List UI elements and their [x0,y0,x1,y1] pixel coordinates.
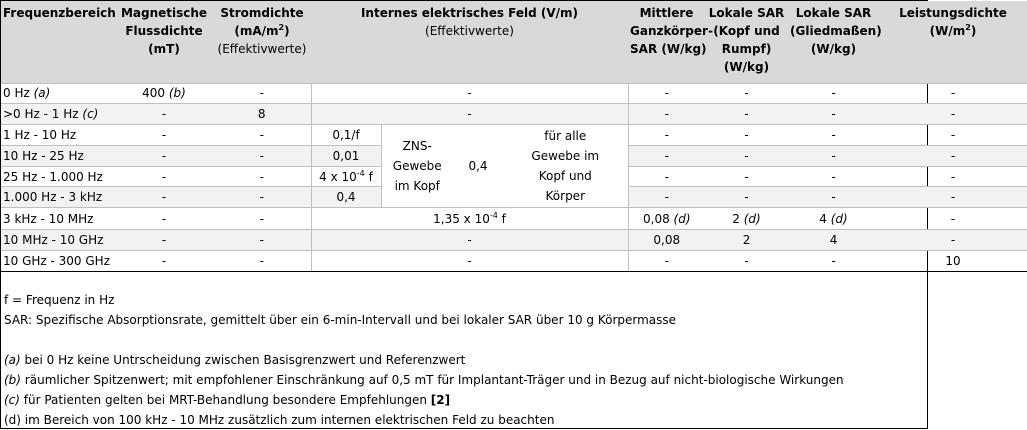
cur-cell: 8 [213,104,311,125]
table-row [1,125,1027,146]
sar-limb-cell: - [788,251,879,272]
power-cell: - [879,125,1027,146]
sar-head-cell: - [705,166,788,187]
sar-head-cell: 2 (d) [705,208,788,230]
freq-cell: 1.000 Hz - 3 kHz [1,187,115,208]
field-cell: 0,4 [311,187,381,208]
header-magnetic: Magnetische Flussdichte (mT) [115,1,213,83]
freq-cell: 25 Hz - 1.000 Hz [1,166,115,187]
header-current-density: Stromdichte $(mA/m^2)$ (Effektivwerte) [213,1,311,83]
header-frequency: Frequenzbereich [1,1,115,83]
sar-body-cell: - [628,145,705,166]
sar-head-cell: - [705,145,788,166]
power-cell: 10 [879,251,1027,272]
sar-head-cell: - [705,125,788,146]
header-internal-field: Internes elektrisches Feld (V/m) (Effektivwerte) [311,1,628,83]
power-cell: - [879,145,1027,166]
note-a: (a) bei 0 Hz keine Untrscheidung zwischen Basisgrenzwert und Referenzwert [4,353,466,367]
note-d: (d) im Bereich von 100 kHz - 10 MHz zusätzlich zum internen elektrischen Feld zu beachten [4,413,555,427]
sar-head-cell: - [705,187,788,208]
cur-cell: - [213,125,311,146]
sar-limb-cell: - [788,145,879,166]
mag-cell: 400 (b) [115,83,213,104]
note-c: (c) für Patienten gelten bei MRT-Behandlung besondere Empfehlungen [2] [4,393,451,407]
power-cell: - [879,83,1027,104]
table-row [1,83,1027,104]
mag-cell: - [115,125,213,146]
sar-limb-cell: 4 (d) [788,208,879,230]
freq-cell: 10 GHz - 300 GHz [1,251,115,272]
mag-cell: - [115,251,213,272]
header-row [1,1,1027,83]
mag-cell: - [115,166,213,187]
sar-body-cell: - [628,104,705,125]
sar-body-cell: - [628,166,705,187]
header-sar-head: Lokale SAR (Kopf und Rumpf) (W/kg) [705,1,788,83]
cur-cell: - [213,187,311,208]
field-cell: - [311,230,628,251]
header-power-density: Leistungsdichte $(W/m^2)$ [879,1,1027,83]
cur-cell: - [213,145,311,166]
table-row [1,230,1027,251]
all-tissue-cell: für alle Gewebe im Kopf und Körper [503,125,628,208]
limits-table [1,1,1027,272]
cur-cell: - [213,230,311,251]
field-cell: 1,35 x $10^{-4}$ f [311,208,628,230]
note-frequency-definition: f = Frequenz in Hz [4,293,115,307]
sar-body-cell: - [628,125,705,146]
freq-cell: 10 MHz - 10 GHz [1,230,115,251]
sar-limb-cell: - [788,83,879,104]
cur-cell: - [213,251,311,272]
sar-head-cell: - [705,251,788,272]
power-cell: - [879,104,1027,125]
freq-cell: 3 kHz - 10 MHz [1,208,115,230]
field-cell: - [311,104,628,125]
cur-cell: - [213,208,311,230]
sar-limb-cell: - [788,166,879,187]
zns-tissue-cell: ZNS- Gewebe im Kopf [381,125,453,208]
cur-cell: - [213,83,311,104]
power-cell: - [879,166,1027,187]
power-cell: - [879,187,1027,208]
header-sar-body: Mittlere Ganzkörper- SAR (W/kg) [628,1,705,83]
note-spacer [4,330,924,350]
sar-head-cell: 2 [705,230,788,251]
footnotes [4,290,924,430]
sar-limb-cell: - [788,125,879,146]
sar-limb-cell: - [788,104,879,125]
freq-cell: 10 Hz - 25 Hz [1,145,115,166]
field-cell: 0,01 [311,145,381,166]
mag-cell: - [115,230,213,251]
sar-limb-cell: - [788,187,879,208]
field-cell: - [311,251,628,272]
note-sar-definition: SAR: Spezifische Absorptionsrate, gemittelt über ein 6-min-Intervall und bei lokaler SAR über 10 g Körpermasse [4,313,677,327]
sar-body-cell: 0,08 [628,230,705,251]
freq-cell: 1 Hz - 10 Hz [1,125,115,146]
freq-cell: 0 Hz (a) [1,83,115,104]
zns-value-cell: 0,4 [453,125,503,208]
field-cell: 0,1/f [311,125,381,146]
header-sar-limb: Lokale SAR (Gliedmaßen) (W/kg) [788,1,879,83]
sar-head-cell: - [705,83,788,104]
mag-cell: - [115,145,213,166]
sar-body-cell: - [628,187,705,208]
sar-body-cell: 0,08 (d) [628,208,705,230]
power-cell: - [879,230,1027,251]
sar-limb-cell: 4 [788,230,879,251]
mag-cell: - [115,208,213,230]
power-cell: - [879,208,1027,230]
mag-cell: - [115,187,213,208]
table-row [1,208,1027,230]
note-b: (b) räumlicher Spitzenwert; mit empfohlener Einschränkung auf 0,5 mT für Implantant-Träger und in Bezug auf nicht-biologische Wirkungen [4,373,844,387]
mag-cell: - [115,104,213,125]
field-cell: - [311,83,628,104]
field-cell: 4 x $10^{-4}$ f [311,166,381,187]
freq-cell: >0 Hz - 1 Hz (c) [1,104,115,125]
sar-body-cell: - [628,251,705,272]
cur-cell: - [213,166,311,187]
sar-body-cell: - [628,83,705,104]
table-row [1,104,1027,125]
sar-head-cell: - [705,104,788,125]
table-row [1,251,1027,272]
